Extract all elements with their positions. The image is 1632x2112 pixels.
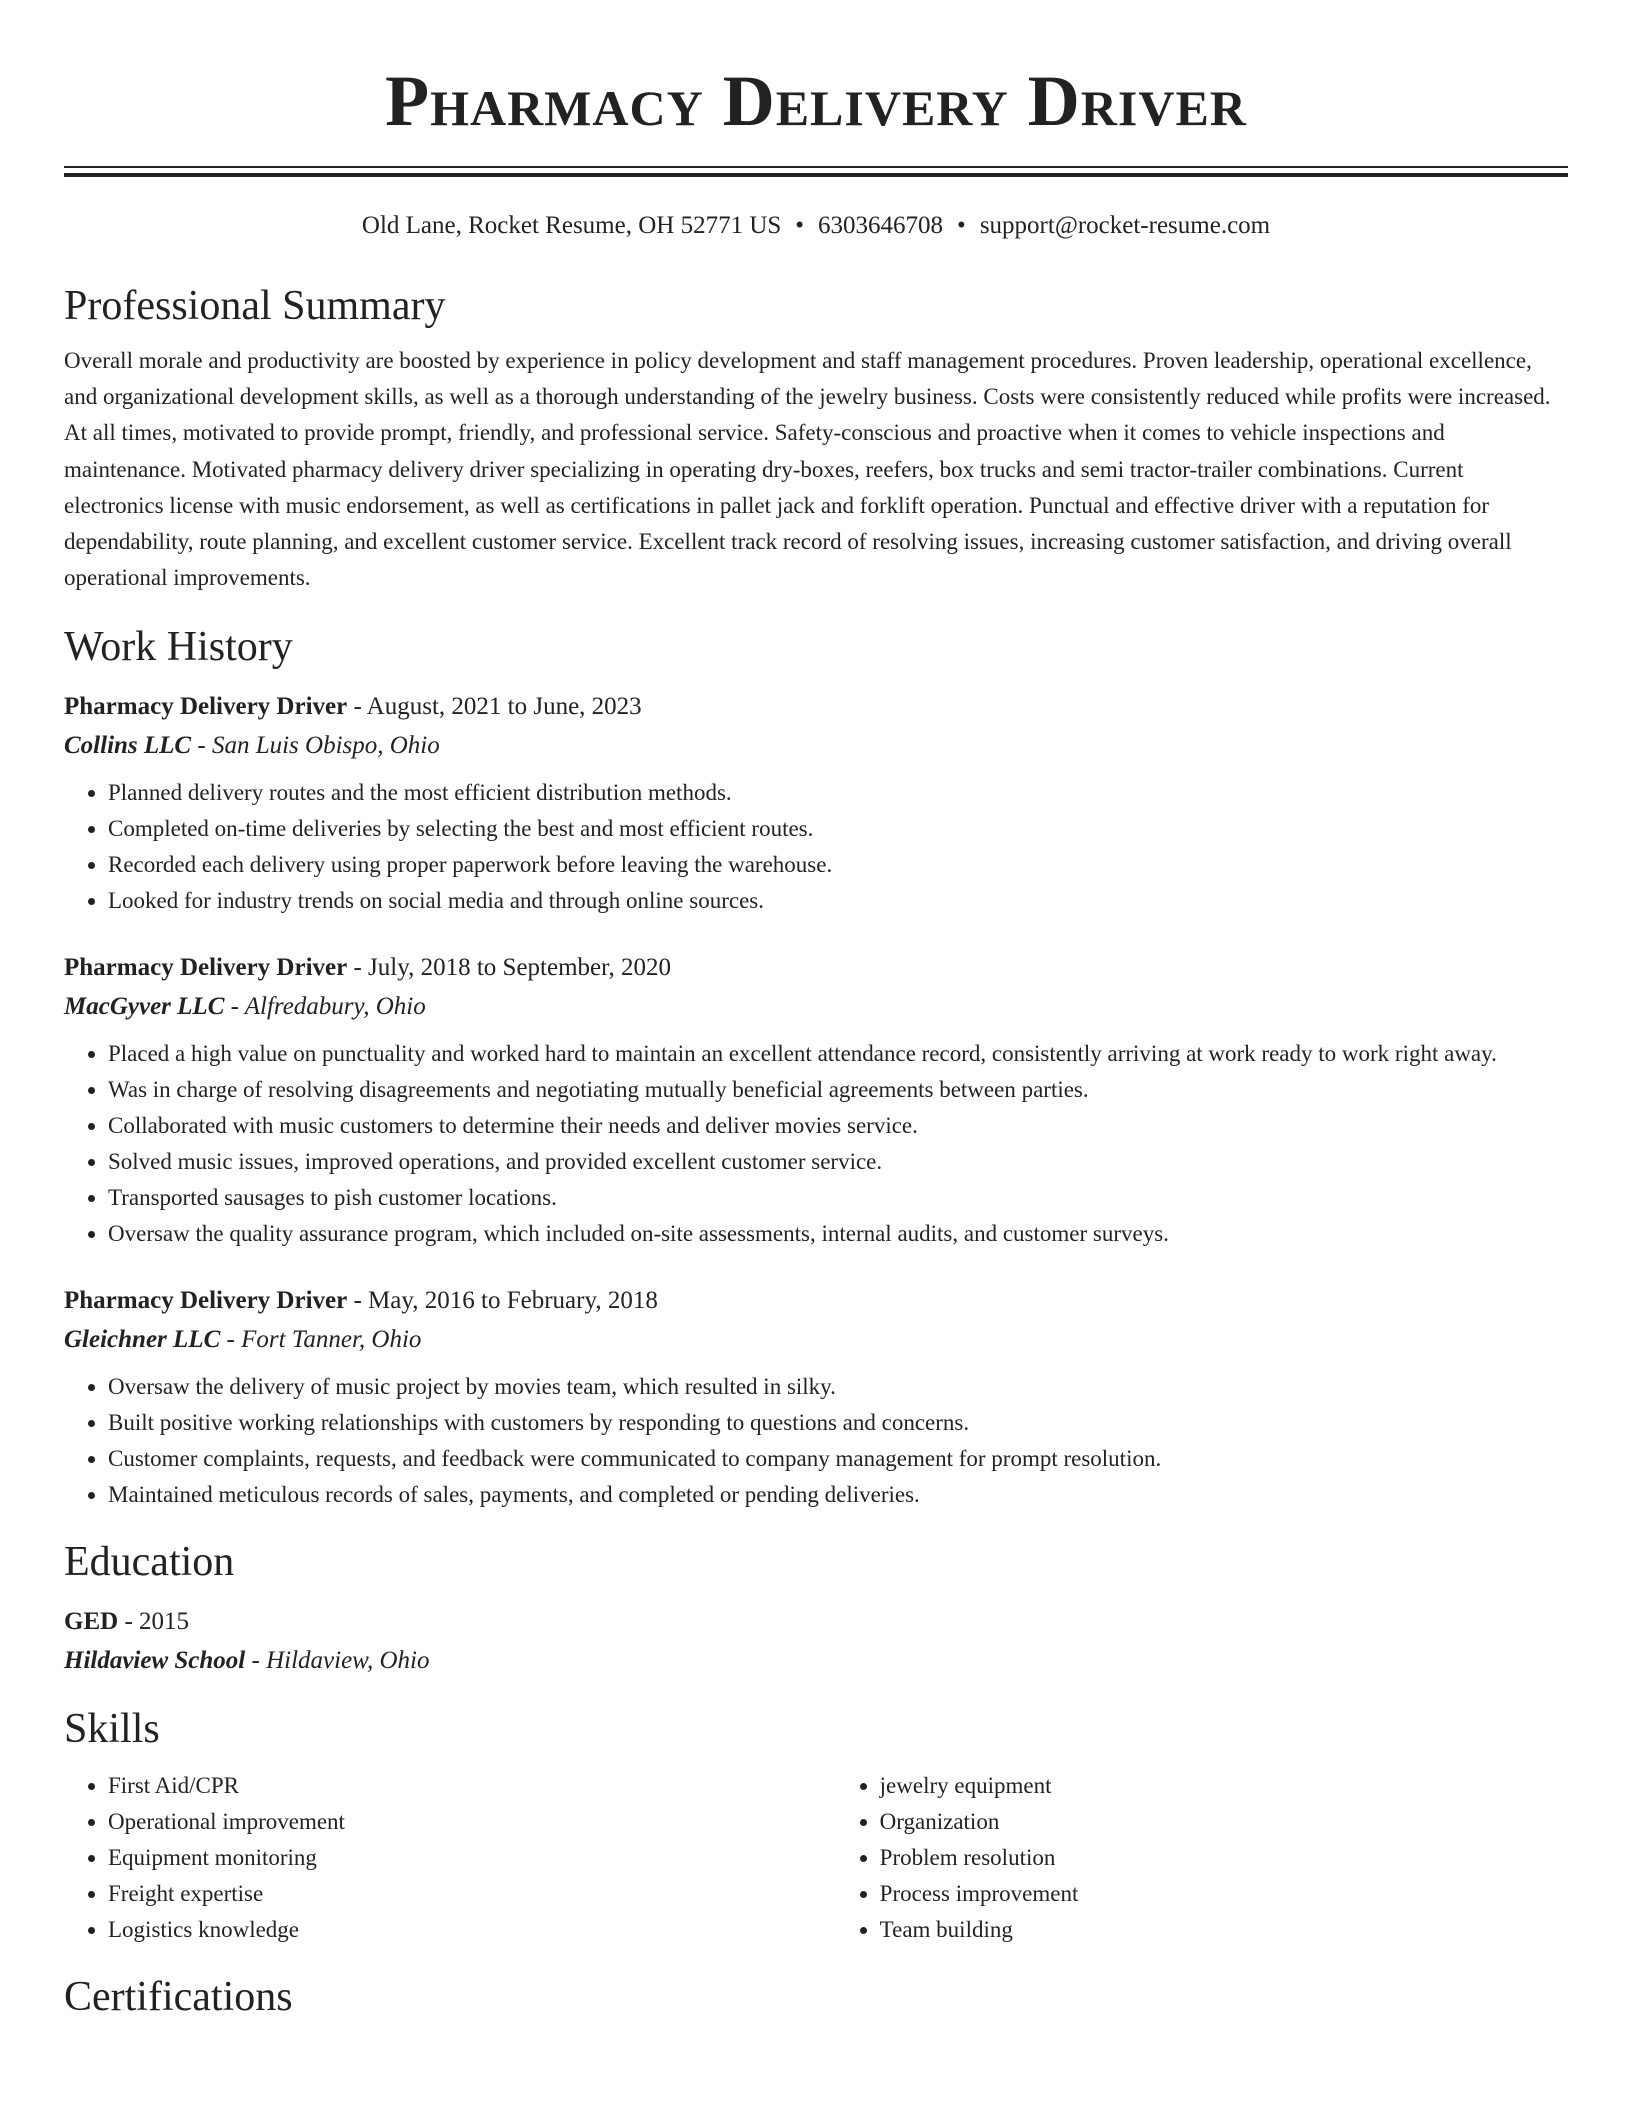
skill-item: • Process improvement bbox=[880, 1876, 1568, 1912]
job-entry bbox=[64, 1286, 1568, 1513]
job-company-line bbox=[64, 1325, 1568, 1355]
job-duty: • Maintained meticulous records of sales, payments, and completed or pending deliveries. bbox=[108, 1477, 1568, 1513]
contact-email: support@rocket-resume.com bbox=[979, 212, 1271, 239]
job-location: - Fort Tanner, Ohio bbox=[220, 1326, 422, 1354]
job-duties-list bbox=[64, 775, 1568, 919]
job-dates: - May, 2016 to February, 2018 bbox=[347, 1287, 658, 1315]
job-location: - San Luis Obispo, Ohio bbox=[191, 732, 440, 760]
job-duty: • Recorded each delivery using proper paperwork before leaving the warehouse. bbox=[108, 847, 1568, 883]
job-role: Pharmacy Delivery Driver bbox=[64, 693, 348, 721]
job-duty: • Oversaw the delivery of music project by movies team, which resulted in silky. bbox=[108, 1369, 1568, 1405]
job-role: Pharmacy Delivery Driver bbox=[64, 1287, 348, 1315]
job-duty: • Planned delivery routes and the most efficient distribution methods. bbox=[108, 775, 1568, 811]
contact-phone: 6303646708 bbox=[818, 212, 944, 239]
skill-item: • Team building bbox=[880, 1912, 1568, 1948]
education-location: - Hildaview, Ohio bbox=[245, 1647, 430, 1675]
work-history-heading: Work History bbox=[64, 624, 293, 671]
job-location: - Alfredabury, Ohio bbox=[224, 993, 426, 1021]
job-duty: • Oversaw the quality assurance program, which included on-site assessments, internal audits, and customer surveys. bbox=[108, 1216, 1568, 1252]
resume-page bbox=[64, 0, 1568, 2022]
education-school-line bbox=[64, 1646, 1568, 1676]
job-company: MacGyver LLC bbox=[64, 993, 225, 1021]
skill-item: • jewelry equipment bbox=[880, 1768, 1568, 1804]
job-duty: • Solved music issues, improved operations, and provided excellent customer service. bbox=[108, 1144, 1568, 1180]
skills-list-right bbox=[836, 1768, 1568, 1948]
job-duties-list bbox=[64, 1036, 1568, 1252]
skill-item: • Equipment monitoring bbox=[108, 1840, 836, 1876]
job-duties-list bbox=[64, 1369, 1568, 1513]
job-company: Gleichner LLC bbox=[64, 1326, 221, 1354]
skills-heading: Skills bbox=[64, 1706, 160, 1753]
skill-item: • Problem resolution bbox=[880, 1840, 1568, 1876]
job-dates: - August, 2021 to June, 2023 bbox=[347, 693, 642, 721]
resume-name: Pharmacy Delivery Driver bbox=[385, 61, 1247, 141]
job-entry bbox=[64, 953, 1568, 1252]
education-degree: GED bbox=[64, 1608, 119, 1636]
contact-separator: • bbox=[957, 212, 966, 239]
job-company-line bbox=[64, 731, 1568, 761]
job-header bbox=[64, 1286, 1568, 1316]
job-dates: - July, 2018 to September, 2020 bbox=[347, 954, 671, 982]
job-duty: • Transported sausages to pish customer locations. bbox=[108, 1180, 1568, 1216]
skill-item: • Freight expertise bbox=[108, 1876, 836, 1912]
skills-columns bbox=[64, 1768, 1568, 1948]
header-rule-thick bbox=[64, 173, 1568, 177]
skill-item: • Organization bbox=[880, 1804, 1568, 1840]
contact-line bbox=[64, 211, 1568, 241]
job-header bbox=[64, 953, 1568, 983]
education-school: Hildaview School bbox=[64, 1647, 246, 1675]
skill-item: • Logistics knowledge bbox=[108, 1912, 836, 1948]
job-role: Pharmacy Delivery Driver bbox=[64, 954, 348, 982]
contact-separator: • bbox=[795, 212, 805, 239]
job-company-line bbox=[64, 992, 1568, 1022]
job-duty: • Placed a high value on punctuality and worked hard to maintain an excellent attendance record, consistently arriving at work ready to work right away. bbox=[108, 1036, 1568, 1072]
job-duty: • Collaborated with music customers to determine their needs and deliver movies service. bbox=[108, 1108, 1568, 1144]
education-year: - 2015 bbox=[118, 1608, 190, 1636]
skill-item: • Operational improvement bbox=[108, 1804, 836, 1840]
job-entry bbox=[64, 692, 1568, 919]
job-duty: • Built positive working relationships with customers by responding to questions and concerns. bbox=[108, 1405, 1568, 1441]
job-company: Collins LLC bbox=[64, 732, 192, 760]
contact-address: Old Lane, Rocket Resume, OH 52771 US bbox=[361, 212, 782, 239]
job-duty: • Was in charge of resolving disagreements and negotiating mutually beneficial agreements between parties. bbox=[108, 1072, 1568, 1108]
job-header bbox=[64, 692, 1568, 722]
job-duty: • Customer complaints, requests, and feedback were communicated to company management for prompt resolution. bbox=[108, 1441, 1568, 1477]
header-rule-thin bbox=[64, 166, 1568, 168]
education-heading: Education bbox=[64, 1539, 235, 1586]
skills-list-left bbox=[64, 1768, 836, 1948]
job-duty: • Completed on-time deliveries by selecting the best and most efficient routes. bbox=[108, 811, 1568, 847]
skill-item: • First Aid/CPR bbox=[108, 1768, 836, 1804]
summary-heading: Professional Summary bbox=[64, 283, 446, 329]
education-header bbox=[64, 1607, 1568, 1637]
certifications-heading: Certifications bbox=[64, 1974, 293, 2021]
summary-text: Overall morale and productivity are boosted by experience in policy development and staff management procedures. Proven leadership, operational excellence, and organizational development skills, as well as a thorough understanding of the jewelry business. Costs were consistently reduced while profits were increased. At all times, motivated to provide prompt, friendly, and professional service. Safety-conscious and proactive when it comes to vehicle inspections and maintenance. Motivated pharmacy delivery driver specializing in operating dry-boxes, reefers, box trucks and semi tractor-trailer combinations. Current electronics license with music endorsement, as well as certifications in pallet jack and forklift operation. Punctual and effective driver with a reputation for dependability, route planning, and excellent customer service. Excellent track record of resolving issues, increasing customer satisfaction, and driving overall operational improvements. bbox=[64, 348, 1551, 591]
job-duty: • Looked for industry trends on social media and through online sources. bbox=[108, 883, 1568, 919]
